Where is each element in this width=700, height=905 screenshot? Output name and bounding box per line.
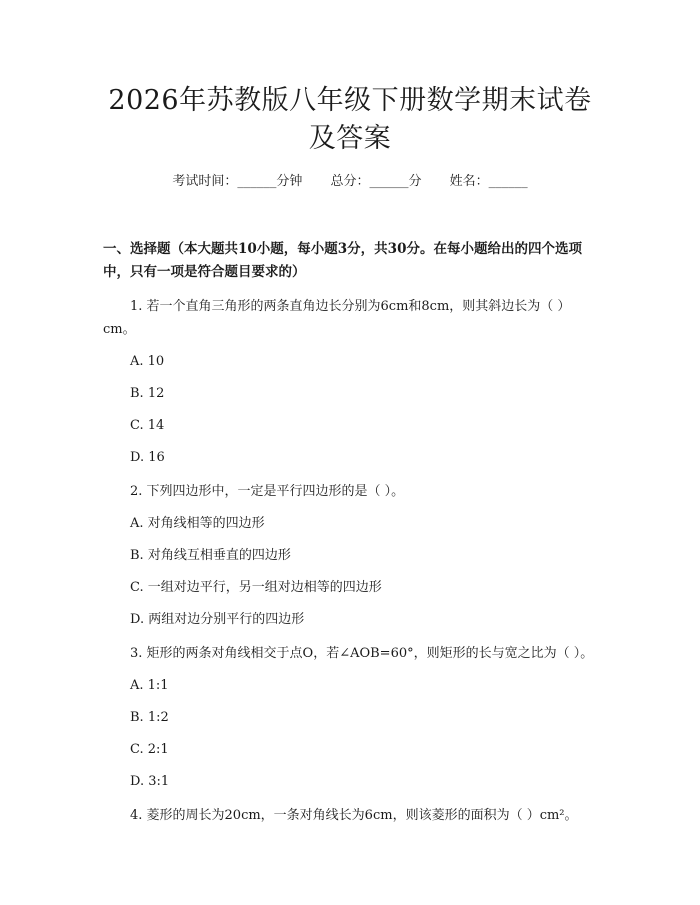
student-name: 姓名：______ (449, 174, 528, 189)
section-heading: 一、选择题（本大题共10小题，每小题3分，共30分。在每小题给出的四个选项中，只有一项是符合题目要求的） (103, 241, 582, 280)
question-3: 3. 矩形的两条对角线相交于点O，若∠AOB=60°，则矩形的长与宽之比为（ ）。 (130, 646, 594, 661)
question-2-option-d: D. 两组对边分别平行的四边形 (130, 612, 305, 627)
question-2-option-a: A. 对角线相等的四边形 (130, 516, 265, 531)
question-1-option-d: D. 16 (130, 450, 165, 465)
question-2: 2. 下列四边形中，一定是平行四边形的是（ ）。 (130, 484, 405, 499)
question-3-option-b: B. 1:2 (130, 710, 169, 725)
page-title: 2026年苏教版八年级下册数学期末试卷及答案 (108, 85, 592, 154)
question-3-option-d: D. 3:1 (130, 774, 170, 789)
question-4: 4. 菱形的周长为20cm，一条对角线长为6cm，则该菱形的面积为（ ）cm²。 (130, 808, 578, 823)
question-3-option-a: A. 1:1 (130, 678, 169, 693)
question-2-option-c: C. 一组对边平行，另一组对边相等的四边形 (130, 580, 382, 595)
question-2-option-b: B. 对角线互相垂直的四边形 (130, 548, 291, 563)
exam-score: 总分：______分 (330, 174, 422, 189)
question-1-option-b: B. 12 (130, 386, 165, 401)
question-1: 1. 若一个直角三角形的两条直角边长分别为6cm和8cm，则其斜边长为（ ）cm。 (103, 299, 571, 337)
exam-time: 考试时间：______分钟 (172, 174, 303, 189)
question-1-option-c: C. 14 (130, 418, 165, 433)
question-3-option-c: C. 2:1 (130, 742, 169, 757)
exam-meta (103, 172, 597, 192)
question-1-option-a: A. 10 (130, 354, 165, 369)
